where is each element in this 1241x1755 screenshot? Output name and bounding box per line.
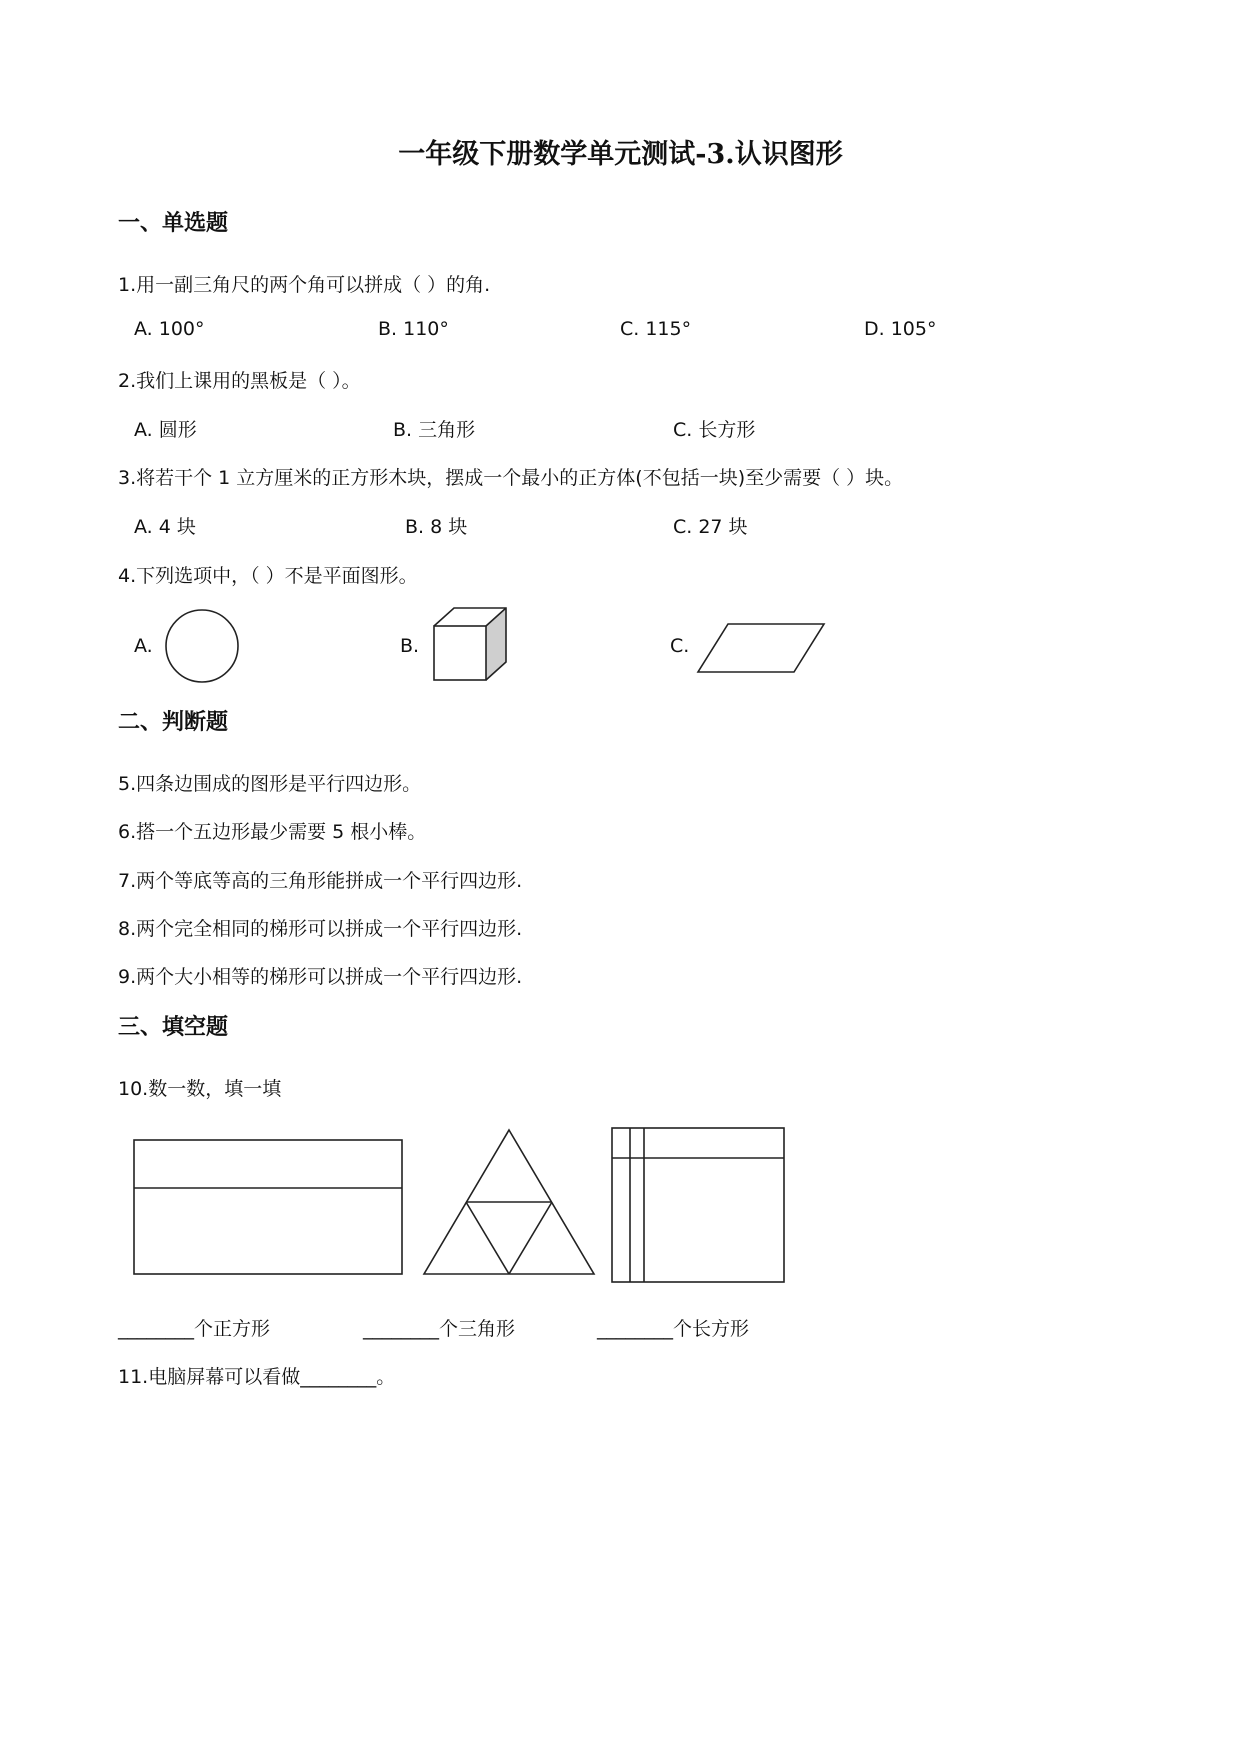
q4-option-a: A. [134, 635, 153, 657]
section-heading-single-choice: 一、单选题 [118, 211, 229, 236]
grid-rectangle-figure [610, 1126, 786, 1284]
q10-blank-rectangles: ________个长方形 [597, 1318, 750, 1340]
q1-option-b: B. 110° [378, 318, 449, 340]
q2-option-a: A. 圆形 [134, 419, 197, 441]
page-title: 一年级下册数学单元测试-3.认识图形 [398, 139, 843, 170]
question-8: 8.两个完全相同的梯形可以拼成一个平行四边形. [118, 918, 523, 940]
parallelogram-figure [694, 620, 828, 676]
question-3: 3.将若干个 1 立方厘米的正方形木块，摆成一个最小的正方体(不包括一块)至少需要（ ）块。 [118, 467, 904, 489]
question-7: 7.两个等底等高的三角形能拼成一个平行四边形. [118, 870, 523, 892]
question-9: 9.两个大小相等的梯形可以拼成一个平行四边形. [118, 966, 523, 988]
divided-rectangle-figure [132, 1138, 404, 1276]
question-6: 6.搭一个五边形最少需要 5 根小棒。 [118, 821, 427, 843]
q2-option-c: C. 长方形 [673, 419, 756, 441]
q4-option-b: B. [400, 635, 420, 657]
q3-option-b: B. 8 块 [405, 516, 468, 538]
q3-option-a: A. 4 块 [134, 516, 196, 538]
q10-blank-squares: ________个正方形 [118, 1318, 271, 1340]
question-5: 5.四条边围成的图形是平行四边形。 [118, 773, 422, 795]
question-4: 4.下列选项中，（ ）不是平面图形。 [118, 565, 418, 587]
question-10: 10.数一数，填一填 [118, 1078, 282, 1100]
subdivided-triangle-figure [422, 1128, 602, 1278]
q1-option-c: C. 115° [620, 318, 692, 340]
question-2: 2.我们上课用的黑板是（ ）。 [118, 370, 361, 392]
question-11: 11.电脑屏幕可以看做________。 [118, 1366, 396, 1388]
section-heading-fill-in: 三、填空题 [118, 1015, 229, 1040]
q1-option-a: A. 100° [134, 318, 205, 340]
q2-option-b: B. 三角形 [393, 419, 476, 441]
q1-option-d: D. 105° [864, 318, 937, 340]
cube-figure [430, 606, 514, 686]
q4-option-c: C. [670, 635, 690, 657]
q3-option-c: C. 27 块 [673, 516, 748, 538]
circle-figure [162, 606, 242, 686]
q10-blank-triangles: ________个三角形 [363, 1318, 516, 1340]
section-heading-true-false: 二、判断题 [118, 710, 229, 735]
question-1: 1.用一副三角尺的两个角可以拼成（ ）的角. [118, 274, 491, 296]
